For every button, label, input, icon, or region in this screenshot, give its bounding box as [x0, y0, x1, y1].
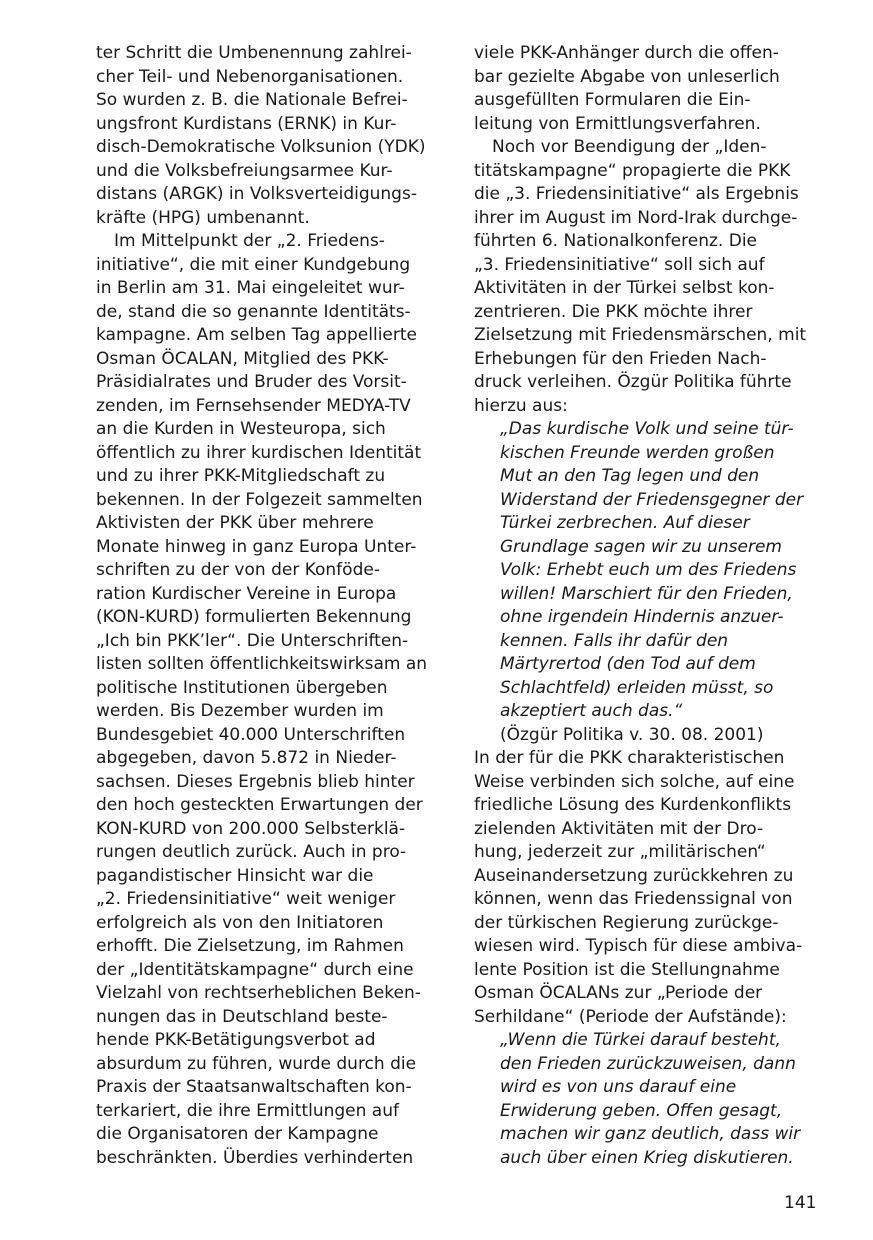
quote-line: Widerstand der Friedensgegner der [500, 489, 804, 510]
text-line: disch-Demokratische Volksunion (YDK) [96, 137, 426, 157]
quote-line: kischen Freunde werden großen [500, 442, 775, 463]
text-line: viele PKK-Anhänger durch die offen- [474, 43, 779, 63]
text-line: beschränkten. Überdies verhinderten [96, 1147, 414, 1168]
text-line: und zu ihrer PKK-Mitgliedschaft zu [96, 466, 386, 486]
quote-line: willen! Marschiert für den Frieden, [500, 583, 793, 604]
text-line: Aktivisten der PKK über mehrere [96, 513, 374, 533]
text-line: in Berlin am 31. Mai eingeleitet wur- [96, 278, 405, 298]
text-line: ration Kurdischer Vereine in Europa [96, 583, 397, 604]
text-line: Auseinandersetzung zurückkehren zu [474, 865, 794, 886]
quote-line: Grundlage sagen wir zu unserem [500, 536, 782, 557]
text-line: der „Identitätskampagne“ durch eine [96, 959, 414, 980]
text-line: politische Institutionen übergeben [96, 677, 388, 698]
text-line: Noch vor Beendigung der „Iden- [492, 137, 767, 157]
quote-line: Schlachtfeld) erleiden müsst, so [500, 677, 774, 698]
text-line: Osman ÖCALAN, Mitglied des PKK- [96, 348, 389, 369]
text-line: werden. Bis Dezember wurden im [96, 701, 384, 721]
right-column [474, 42, 819, 1170]
text-line: Osman ÖCALANs zur „Periode der [474, 983, 763, 1003]
left-column [96, 42, 441, 1170]
text-line: titätskampagne“ propagierte die PKK [474, 160, 791, 181]
text-line: Bundesgebiet 40.000 Unterschriften [96, 724, 406, 745]
text-line: cher Teil- und Nebenorganisationen. [96, 66, 404, 87]
text-line: bekennen. In der Folgezeit sammelten [96, 489, 423, 510]
text-line: ter Schritt die Umbenennung zahlrei- [96, 43, 412, 63]
quote-line: akzeptiert auch das.“ [500, 701, 683, 721]
text-line: absurdum zu führen, wurde durch die [96, 1053, 417, 1074]
text-line: initiative“, die mit einer Kundgebung [96, 254, 411, 275]
quote-line: kennen. Falls ihr dafür den [500, 630, 729, 651]
text-line: lente Position ist die Stellungnahme [474, 959, 780, 980]
text-line: In der für die PKK charakteristischen [474, 748, 785, 768]
quote-line: „Wenn die Türkei darauf besteht, [500, 1030, 781, 1050]
quote-line: ohne irgendein Hindernis anzuer- [500, 607, 784, 627]
text-line: listen sollten öffentlichkeitswirksam an [96, 654, 428, 674]
text-line: wiesen wird. Typisch für diese ambiva- [474, 936, 803, 956]
quote-line: machen wir ganz deutlich, dass wir [500, 1124, 801, 1144]
text-line: den hoch gesteckten Erwartungen der [96, 795, 423, 815]
text-line: de, stand die so genannte Identitäts- [96, 301, 411, 322]
text-line: Zielsetzung mit Friedensmärschen, mit [474, 325, 807, 345]
quote-line: wird es von uns darauf eine [500, 1077, 737, 1097]
text-line: zenden, im Fernsehsender MEDYA-TV [96, 395, 411, 416]
text-line: die Organisatoren der Kampagne [96, 1124, 379, 1144]
text-line: zielenden Aktivitäten mit der Dro- [474, 818, 764, 839]
text-line: hung, jederzeit zur „militärischen“ [474, 842, 766, 862]
quote-line: Türkei zerbrechen. Auf dieser [500, 513, 750, 533]
text-line: ihrer im August im Nord-Irak durchge- [474, 207, 798, 228]
text-line: Serhildane“ (Periode der Aufstände): [474, 1006, 787, 1027]
quote-line: Volk: Erhebt euch um des Friedens [500, 560, 797, 580]
text-line: öffentlich zu ihrer kurdischen Identität [96, 442, 422, 463]
text-line: hende PKK-Betätigungsverbot ad [96, 1030, 376, 1050]
text-line: bar gezielte Abgabe von unleserlich [474, 66, 780, 87]
text-line: Monate hinweg in ganz Europa Unter- [96, 536, 417, 557]
text-line: kräfte (HPG) umbenannt. [96, 207, 310, 228]
quote-line: Märtyrertod (den Tod auf dem [500, 654, 756, 674]
text-line: Erhebungen für den Frieden Nach- [474, 348, 767, 369]
text-line: erhofft. Die Zielsetzung, im Rahmen [96, 936, 404, 956]
quote-line: Mut an den Tag legen und den [500, 466, 760, 486]
text-line: zentrieren. Die PKK möchte ihrer [474, 301, 753, 322]
text-line: Weise verbinden sich solche, auf eine [474, 771, 795, 792]
text-line: führten 6. Nationalkonferenz. Die [474, 231, 757, 251]
quote-line: den Frieden zurückzuweisen, dann [500, 1053, 796, 1074]
quote-line: „Das kurdische Volk und seine tür- [500, 419, 794, 439]
text-line: „3. Friedensinitiative“ soll sich auf [474, 254, 765, 275]
text-line: nungen das in Deutschland beste- [96, 1006, 388, 1027]
text-line: Im Mittelpunkt der „2. Friedens- [114, 231, 385, 251]
text-line: die „3. Friedensinitiative“ als Ergebnis [474, 184, 799, 204]
text-line: distans (ARGK) in Volksverteidigungs- [96, 184, 417, 204]
text-line: ungsfront Kurdistans (ERNK) in Kur- [96, 113, 397, 134]
quote-line: Erwiderung geben. Offen gesagt, [500, 1100, 783, 1121]
text-line: druck verleihen. Özgür Politika führte [474, 372, 792, 392]
text-line: pagandistischer Hinsicht war die [96, 865, 374, 886]
text-line: „2. Friedensinitiative“ weit weniger [96, 889, 396, 909]
text-line: ausgefüllten Formularen die Ein- [474, 90, 751, 110]
text-line: leitung von Ermittlungsverfahren. [474, 113, 761, 134]
text-line: „Ich bin PKK’ler“. Die Unterschriften- [96, 630, 409, 651]
text-line: an die Kurden in Westeuropa, sich [96, 419, 386, 439]
text-line: terkariert, die ihre Ermittlungen auf [96, 1100, 399, 1121]
text-line: der türkischen Regierung zurückge- [474, 912, 779, 933]
page-number: 141 [784, 1193, 817, 1213]
quote-line: auch über einen Krieg diskutieren. [500, 1147, 794, 1168]
text-line: abgegeben, davon 5.872 in Nieder- [96, 748, 397, 768]
text-line: (KON-KURD) formulierten Bekennung [96, 607, 412, 627]
text-line: und die Volksbefreiungsarmee Kur- [96, 160, 393, 181]
text-line: So wurden z. B. die Nationale Befrei- [96, 90, 408, 110]
text-line: Aktivitäten in der Türkei selbst kon- [474, 278, 775, 298]
text-line: hierzu aus: [474, 395, 568, 416]
text-line: können, wenn das Friedenssignal von [474, 889, 793, 909]
text-line: rungen deutlich zurück. Auch in pro- [96, 842, 407, 862]
text-line: erfolgreich als von den Initiatoren [96, 912, 384, 933]
text-line: Praxis der Staatsanwaltschaften kon- [96, 1077, 412, 1097]
text-line: friedliche Lösung des Kurdenkonflikts [474, 795, 792, 815]
text-line: sachsen. Dieses Ergebnis blieb hinter [96, 771, 415, 792]
text-line: Präsidialrates und Bruder des Vorsit- [96, 372, 407, 392]
text-line: KON-KURD von 200.000 Selbsterklä- [96, 818, 406, 839]
text-line: kampagne. Am selben Tag appellierte [96, 325, 418, 345]
text-line: schriften zu der von der Konföde- [96, 560, 380, 580]
text-line: Vielzahl von rechtserheblichen Beken- [96, 983, 421, 1003]
citation-line: (Özgür Politika v. 30. 08. 2001) [500, 724, 764, 745]
